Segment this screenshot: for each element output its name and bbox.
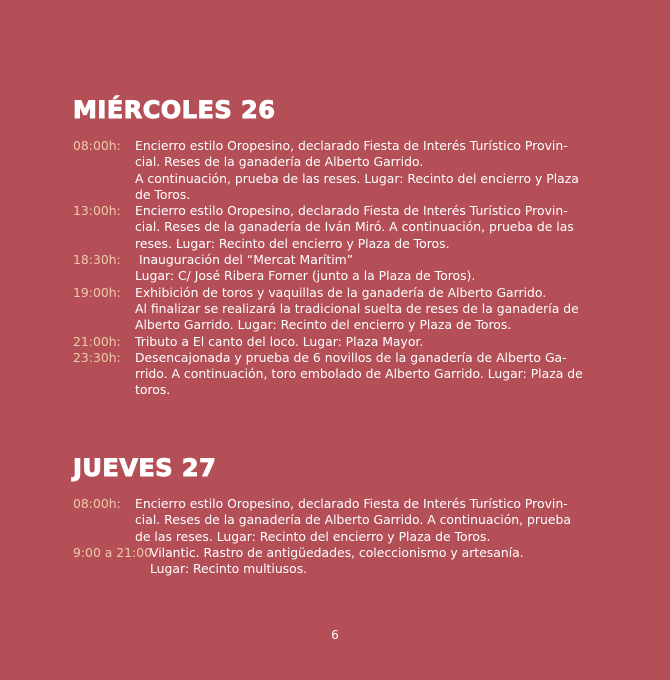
event-item bbox=[73, 252, 613, 285]
event-time: 21:00h: bbox=[73, 333, 121, 349]
event-description bbox=[135, 496, 613, 545]
event-line: Desencajonada y prueba de 6 novillos de la ganadería de Alberto Ga- bbox=[135, 349, 567, 365]
event-time: 19:00h: bbox=[73, 284, 121, 300]
event-time: 18:30h: bbox=[73, 252, 121, 268]
event-item bbox=[73, 334, 613, 350]
event-time: 23:30h: bbox=[73, 349, 121, 365]
section-heading: JUEVES 27 bbox=[73, 454, 217, 482]
event-item bbox=[73, 138, 613, 203]
event-item bbox=[73, 496, 613, 545]
event-time: 08:00h: bbox=[73, 138, 121, 153]
event-description bbox=[135, 203, 613, 252]
event-line: Alberto Garrido. Lugar: Recinto del encierro y Plaza de Toros. bbox=[135, 317, 512, 333]
event-line: de las reses. Lugar: Recinto del encierro y Plaza de Toros. bbox=[135, 528, 491, 544]
section-miercoles bbox=[73, 96, 613, 399]
event-description bbox=[135, 545, 613, 578]
event-line: rrido. A continuación, toro embolado de Alberto Garrido. Lugar: Plaza de bbox=[135, 366, 583, 382]
event-line: Encierro estilo Oropesino, declarado Fiesta de Interés Turístico Provin- bbox=[135, 496, 568, 511]
event-item bbox=[73, 545, 613, 578]
event-line: toros. bbox=[135, 382, 171, 398]
event-line: Al finalizar se realizará la tradicional suelta de reses de la ganadería de bbox=[135, 300, 579, 316]
event-description bbox=[135, 138, 613, 203]
section-heading: MIÉRCOLES 26 bbox=[73, 96, 276, 124]
event-time: 13:00h: bbox=[73, 203, 121, 219]
event-list bbox=[73, 138, 613, 399]
event-line: Inauguración del “Mercat Marítim” bbox=[135, 252, 354, 268]
event-item bbox=[73, 203, 613, 252]
event-time: 9:00 a 21:00 bbox=[73, 544, 153, 560]
event-line: Vilantic. Rastro de antigüedades, coleccionismo y artesanía. bbox=[150, 544, 524, 560]
event-line: de Toros. bbox=[135, 186, 191, 202]
event-line: Encierro estilo Oropesino, declarado Fiesta de Interés Turístico Provin- bbox=[135, 203, 568, 219]
event-description bbox=[135, 334, 613, 350]
event-item bbox=[73, 350, 613, 399]
event-description bbox=[135, 285, 613, 334]
page-number: 6 bbox=[331, 628, 339, 642]
event-line: Encierro estilo Oropesino, declarado Fiesta de Interés Turístico Provin- bbox=[135, 138, 568, 153]
event-time: 08:00h: bbox=[73, 496, 121, 511]
event-line: reses. Lugar: Recinto del encierro y Plaza de Toros. bbox=[135, 235, 450, 251]
event-line: Tributo a El canto del loco. Lugar: Plaza Mayor. bbox=[135, 333, 424, 349]
section-jueves bbox=[73, 454, 613, 577]
event-line: Lugar: C/ José Ribera Forner (junto a la Plaza de Toros). bbox=[135, 268, 476, 284]
event-line: Exhibición de toros y vaquillas de la ganadería de Alberto Garrido. bbox=[135, 284, 547, 300]
event-description bbox=[135, 350, 613, 399]
event-item bbox=[73, 285, 613, 334]
event-list bbox=[73, 496, 613, 577]
event-line: cial. Reses de la ganadería de Alberto Garrido. bbox=[135, 154, 424, 170]
event-line: cial. Reses de la ganadería de Iván Miró. A continuación, prueba de las bbox=[135, 219, 574, 235]
event-line: A continuación, prueba de las reses. Lugar: Recinto del encierro y Plaza bbox=[135, 170, 579, 186]
event-line: Lugar: Recinto multiusos. bbox=[150, 561, 308, 577]
event-line: cial. Reses de la ganadería de Alberto Garrido. A continuación, prueba bbox=[135, 512, 571, 528]
event-description bbox=[135, 252, 613, 285]
